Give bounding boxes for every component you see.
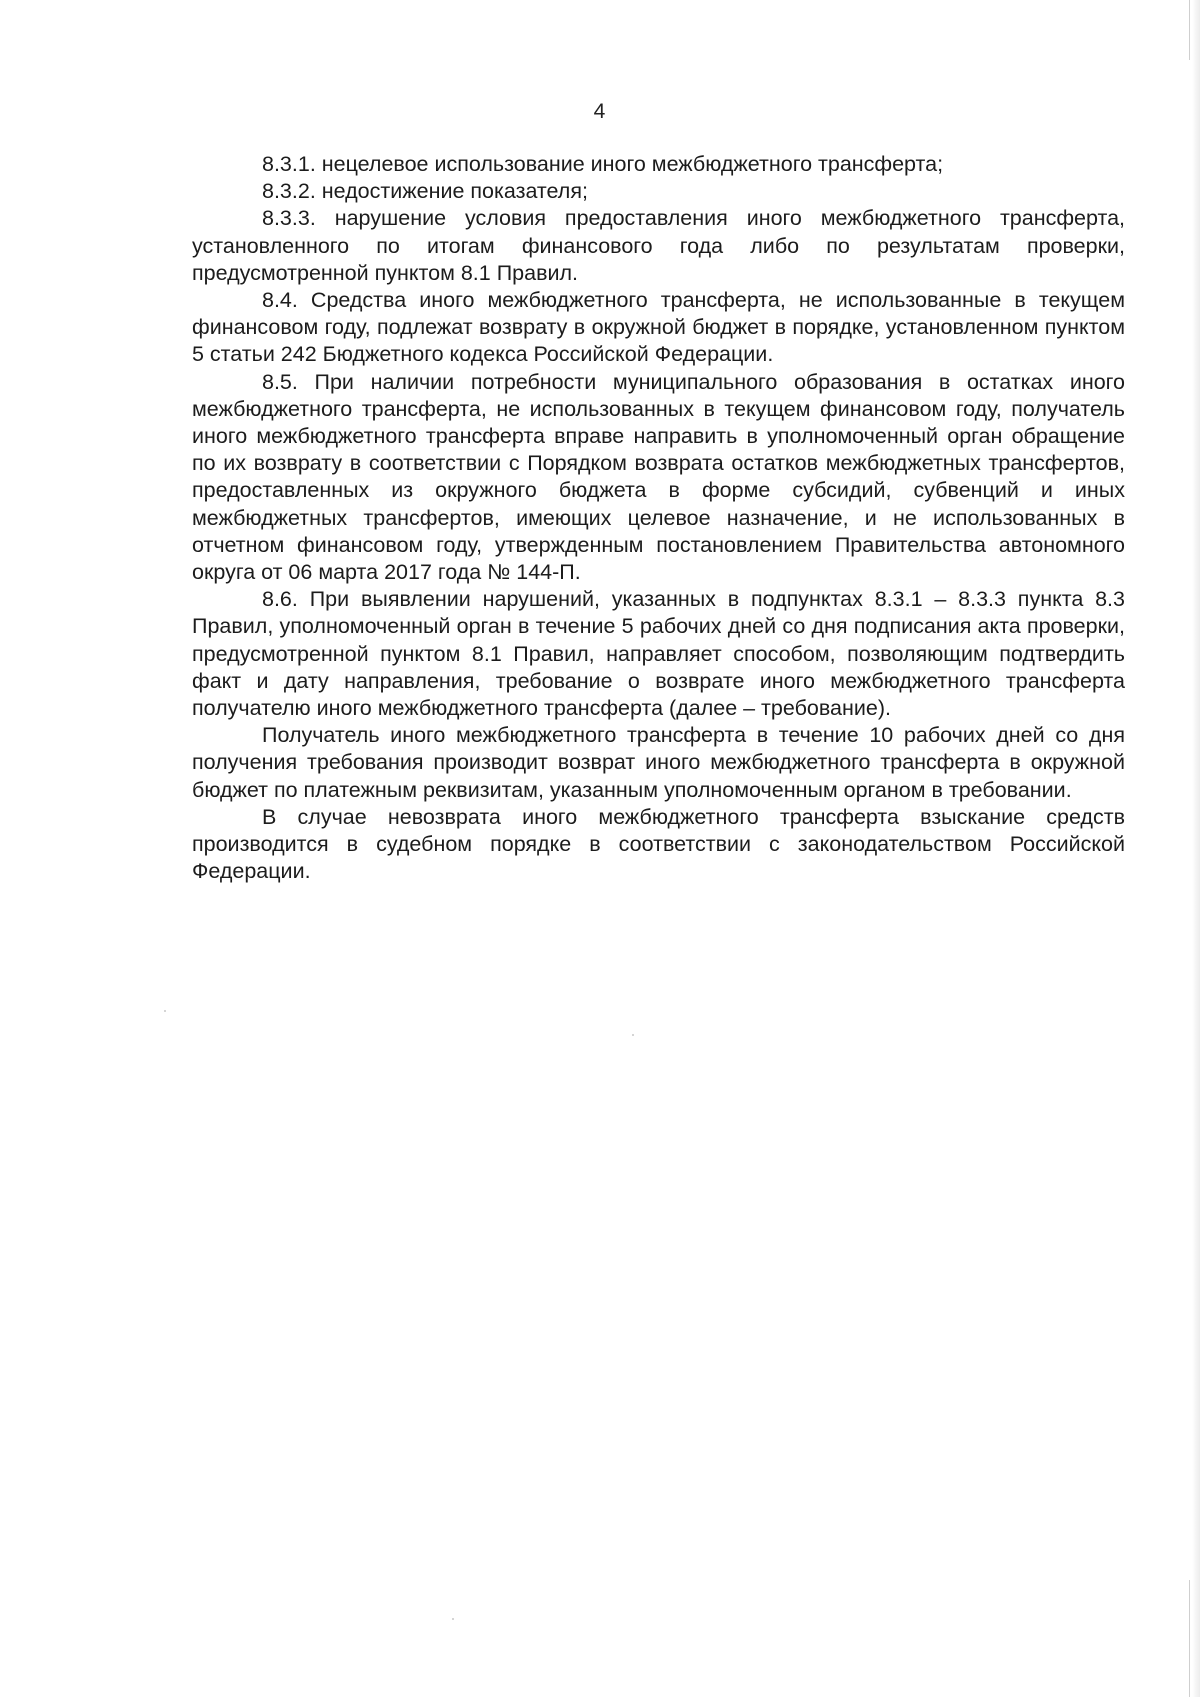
paragraph-8-4: 8.4. Средства иного межбюджетного трансферта, не использованные в текущем финансовом году, подлежат возврату в окружной бюджет в порядке, установленном пунктом 5 статьи 242 Бюджетного кодекса Российской Федерации. bbox=[192, 288, 1125, 367]
paragraph-8-6: 8.6. При выявлении нарушений, указанных в подпунктах 8.3.1 – 8.3.3 пункта 8.3 Правил, уполномоченный орган в течение 5 рабочих дней со дня подписания акта проверки, предусмотренной пунктом 8.1 Правил, направляет способом, позволяющим подтвердить факт и дату направления, требование о возврате иного межбюджетного трансферта получателю иного межбюджетного трансферта (далее – требование). bbox=[192, 587, 1125, 721]
paragraph-8-3-1: 8.3.1. нецелевое использование иного межбюджетного трансферта; bbox=[262, 152, 944, 176]
document-body bbox=[192, 151, 1125, 885]
paragraph-8-3-3: 8.3.3. нарушение условия предоставления иного межбюджетного трансферта, установленного по итогам финансового года либо по результатам проверки, предусмотренной пунктом 8.1 Правил. bbox=[192, 206, 1125, 285]
paragraph-8-3-2: 8.3.2. недостижение показателя; bbox=[262, 179, 588, 204]
scan-speck bbox=[164, 1010, 166, 1012]
scan-speck bbox=[452, 1618, 454, 1620]
scan-edge-mark-bottom bbox=[1189, 1580, 1190, 1697]
scan-speck bbox=[632, 1034, 634, 1036]
paragraph-recovery: В случае невозврата иного межбюджетного трансферта взыскание средств производится в судебном порядке в соответствии с законодательством Российской Федерации. bbox=[192, 804, 1125, 884]
scan-right-edge bbox=[1192, 0, 1200, 1697]
page-number: 4 bbox=[593, 100, 606, 123]
paragraph-8-5: 8.5. При наличии потребности муниципального образования в остатках иного межбюджетного трансферта, не использованных в текущем финансовом году, получатель иного межбюджетного трансферта вправе направить в уполномоченный орган обращение по их возврату в соответствии с Порядком возврата остатков межбюджетных трансфертов, предоставленных из окружного бюджета в форме субсидий, субвенций и иных межбюджетных трансфертов, имеющих целевое назначение, и не использованных в отчетном финансовом году, утвержденным постановлением Правительства автономного округа от 06 марта 2017 года № 144-П. bbox=[192, 369, 1125, 585]
paragraph-refund-deadline: Получатель иного межбюджетного трансферта в течение 10 рабочих дней со дня получения требования производит возврат иного межбюджетного трансферта в окружной бюджет по платежным реквизитам, указанным уполномоченным органом в требовании. bbox=[192, 723, 1125, 802]
scan-edge-mark-top bbox=[1189, 0, 1190, 60]
